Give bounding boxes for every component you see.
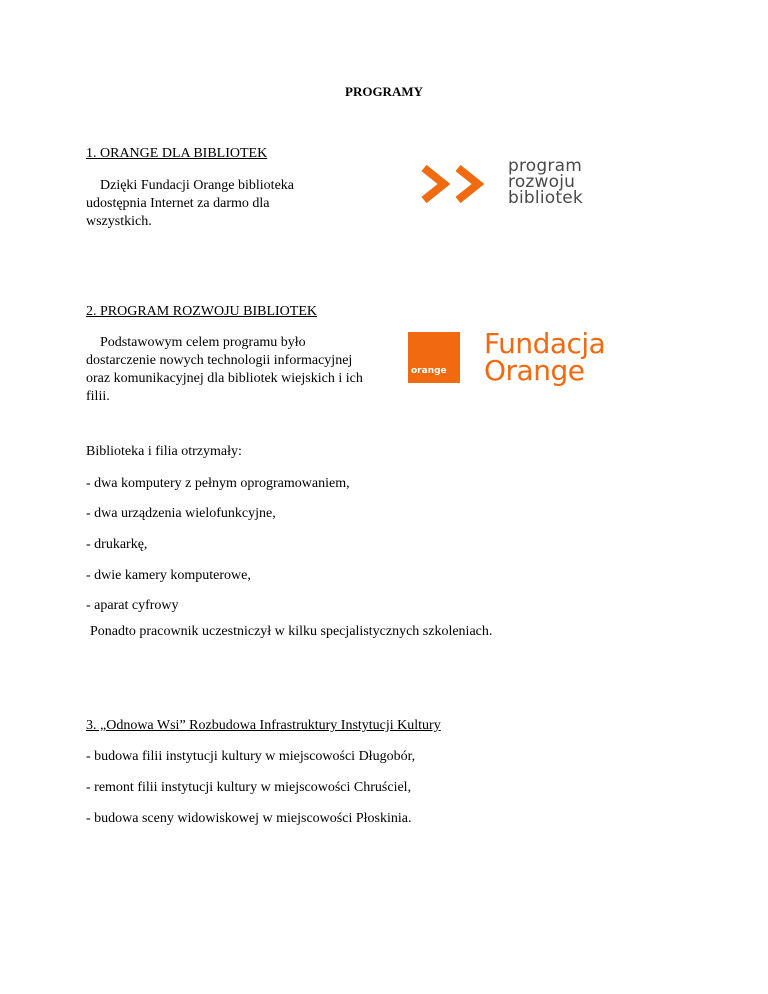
list-item: - budowa sceny widowiskowej w miejscowości Płoskinia. — [86, 811, 412, 826]
list-item: - remont filii instytucji kultury w miejscowości Chruściel, — [86, 780, 412, 795]
logo-prb-line: program — [508, 156, 582, 176]
page-title: PROGRAMY — [345, 84, 423, 99]
section-1-heading: 1. ORANGE DLA BIBLIOTEK — [86, 146, 268, 161]
section-2-paragraph: Podstawowym celem programu było dostarczenie nowych technologii informacyjnej oraz komunikacyjnej dla bibliotek wiejskich i ich filii. — [86, 335, 363, 404]
list-item: - dwa komputery z pełnym oprogramowaniem, — [86, 476, 350, 491]
double-chevron-icon — [420, 164, 500, 208]
fundacja-orange-logo — [408, 327, 628, 387]
list-item: - drukarkę, — [86, 537, 148, 552]
logo-fo-line: Orange — [484, 354, 585, 387]
logo-prb-line: bibliotek — [508, 188, 583, 208]
closing-text: Ponadto pracownik uczestniczył w kilku specjalistycznych szkoleniach. — [90, 624, 493, 639]
section-1-paragraph: Dzięki Fundacji Orange biblioteka udostępnia Internet za darmo dla wszystkich. — [86, 178, 294, 229]
orange-small-label: orange — [411, 366, 447, 376]
logo-prb-line: rozwoju — [508, 172, 576, 192]
logo-prb-text — [508, 158, 583, 206]
logo-fo-text — [484, 327, 606, 387]
orange-square-icon — [408, 332, 460, 383]
received-intro: Biblioteka i filia otrzymały: — [86, 444, 242, 459]
logo-fo-line: Fundacja — [484, 327, 606, 360]
program-rozwoju-bibliotek-logo — [420, 158, 600, 210]
section-2-heading: 2. PROGRAM ROZWOJU BIBLIOTEK — [86, 304, 317, 319]
list-item: - aparat cyfrowy — [86, 598, 179, 613]
list-item: - dwie kamery komputerowe, — [86, 568, 251, 583]
list-item: - dwa urządzenia wielofunkcyjne, — [86, 506, 276, 521]
section-3-heading: 3. „Odnowa Wsi” Rozbudowa Infrastruktury Instytucji Kultury — [86, 718, 441, 733]
list-item: - budowa filii instytucji kultury w miejscowości Długobór, — [86, 749, 416, 764]
